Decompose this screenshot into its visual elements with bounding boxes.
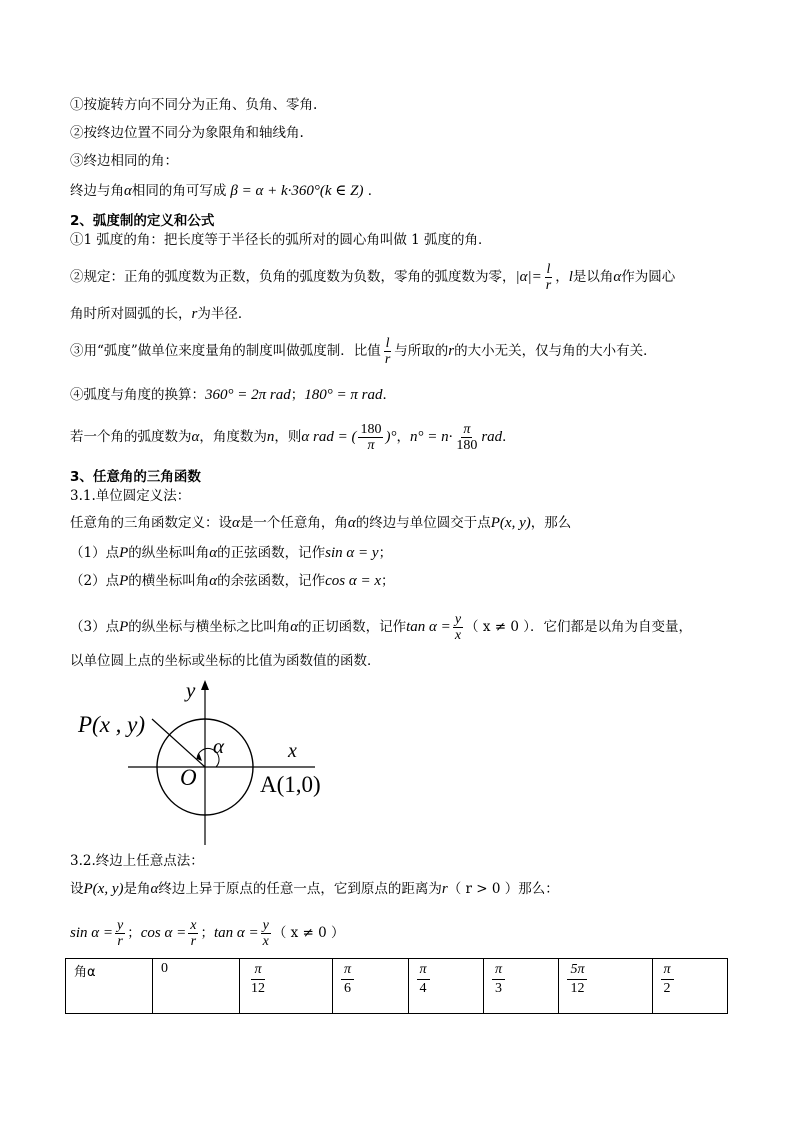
text: ，角度数为 — [199, 429, 267, 445]
math: P — [119, 619, 129, 635]
text: （3）点 — [70, 619, 120, 635]
formula: rad — [481, 429, 503, 445]
math: r — [441, 881, 448, 897]
text: 若一个角的弧度数为 — [70, 429, 192, 445]
math: α — [613, 269, 622, 285]
label-P: P(x , y) — [78, 712, 146, 737]
formula: sin α = — [70, 925, 114, 941]
math: P(x, y) — [83, 881, 124, 897]
text: ④弧度与角度的换算： — [70, 387, 205, 403]
text-line — [70, 572, 395, 590]
label-origin: O — [180, 765, 197, 790]
math: α — [191, 429, 200, 445]
formula: n° = n· — [409, 429, 453, 445]
table-cell: $\frac{\pi}{3}$ — [483, 959, 558, 1014]
text: ． — [382, 387, 396, 403]
math: α — [209, 573, 218, 589]
unit-circle-figure — [70, 675, 350, 845]
text-line — [70, 544, 392, 562]
text-line — [70, 386, 396, 404]
math: α — [209, 545, 218, 561]
formula: 360° = 2π rad — [205, 387, 291, 403]
math: |α|= — [515, 269, 542, 285]
label-x-axis: x — [288, 740, 297, 762]
table-cell: $\frac{\pi}{4}$ — [408, 959, 483, 1014]
math: α — [232, 515, 240, 531]
math: r — [191, 306, 198, 322]
text: ； — [290, 387, 305, 403]
math: l — [568, 269, 573, 285]
math: P — [119, 545, 129, 561]
fraction: $\frac{l}{r}$ — [545, 262, 552, 293]
formula: α rad = ( — [301, 429, 357, 445]
text-line: ③终边相同的角： — [70, 153, 178, 169]
text-line — [70, 880, 559, 898]
subsection-heading: 3.1.单位圆定义法： — [70, 488, 191, 504]
formula: )° — [385, 429, 397, 445]
math: r — [448, 343, 455, 359]
text: 的正切函数，记作 — [298, 619, 407, 635]
text: 角时所对圆弧的长， — [70, 306, 192, 322]
formula: cos α = x — [325, 573, 382, 589]
text: 的纵坐标与横坐标之比叫角 — [128, 619, 291, 635]
text-line — [70, 514, 571, 532]
subsection-heading: 3.2.终边上任意点法： — [70, 853, 204, 869]
text: 的横坐标叫角 — [128, 573, 210, 589]
text: （ r > 0 ）那么： — [447, 881, 559, 897]
section-heading: 2、弧度制的定义和公式 — [70, 213, 215, 229]
text: 的纵坐标叫角 — [128, 545, 210, 561]
text: ③用“弧度”做单位来度量角的制度叫做弧度制．比值 — [70, 343, 381, 359]
label-A: A(1,0) — [260, 772, 321, 797]
text: 是角 — [123, 881, 151, 897]
label-angle: α — [213, 734, 225, 758]
fraction: $\frac{y}{r}$ — [117, 918, 124, 949]
text: ②规定：正角的弧度数为正数，负角的弧度数为负数，零角的弧度数为零， — [70, 269, 516, 285]
math: α — [290, 619, 299, 635]
formula: 180° = π rad — [304, 387, 383, 403]
text: 相同的角可写成 — [131, 183, 227, 199]
text: 与所取的 — [394, 343, 449, 359]
formula: tan α = — [406, 619, 451, 635]
text: （ x ≠ 0 ） — [272, 925, 345, 941]
table-header-cell: 角α — [66, 959, 153, 1014]
formula: tan α = — [213, 925, 259, 941]
text-line: ②规定：正角的弧度数为正数，负角的弧度数为负数，零角的弧度数为零，|α|= $\frac{l}{r}$ ，l是以角α作为圆心 — [70, 262, 676, 293]
math: P(x, y) — [490, 515, 531, 531]
text: 的正弦函数，记作 — [217, 545, 326, 561]
section-heading: 3、任意角的三角函数 — [70, 469, 201, 485]
text: ． — [502, 429, 516, 445]
text-line: 以单位圆上点的坐标或坐标的比值为函数值的函数． — [70, 653, 381, 669]
text: ； — [378, 545, 393, 561]
text-line: ②按终边位置不同分为象限角和轴线角. — [70, 125, 304, 141]
text: 的余弦函数，记作 — [217, 573, 326, 589]
math: α — [150, 881, 159, 897]
math: n — [266, 429, 275, 445]
text: 的大小无关，仅与角的大小有关． — [454, 343, 657, 359]
text: 终边与角 — [70, 183, 124, 199]
text: ； — [381, 573, 395, 589]
text: ．它们都是以角为自变量， — [529, 619, 692, 635]
text: 终边上异于原点的任意一点，它到原点的距离为 — [158, 881, 442, 897]
text: ； — [200, 925, 214, 941]
text-line — [70, 612, 692, 643]
text: ，那么 — [530, 515, 572, 531]
fraction: $\frac{x}{r}$ — [190, 918, 197, 949]
text-line — [70, 918, 345, 949]
table-cell: 0 — [153, 959, 240, 1014]
math: P — [119, 573, 129, 589]
math: α — [347, 515, 356, 531]
text: （1）点 — [70, 545, 120, 561]
fraction: $\frac{y}{x}$ — [262, 918, 269, 949]
y-axis-arrow-icon — [201, 680, 209, 690]
text: ，则 — [274, 429, 302, 445]
text-line — [70, 422, 516, 453]
table-cell: $\frac{\pi}{12}$ — [240, 959, 333, 1014]
text-line: ①1 弧度的角：把长度等于半径长的弧所对的圆心角叫做 1 弧度的角． — [70, 232, 492, 248]
text: 的终边与单位圆交于点 — [355, 515, 491, 531]
fraction: $\frac{\pi}{180}$ — [456, 422, 478, 453]
text-line — [70, 336, 657, 367]
fraction: $\frac{l}{r}$ — [384, 336, 391, 367]
text-line: ①按旋转方向不同分为正角、负角、零角. — [70, 97, 318, 113]
formula: β = α + k·360°(k ∈ Z) — [230, 183, 364, 199]
special-angles-table — [65, 958, 728, 1014]
fraction: $\frac{y}{x}$ — [454, 612, 462, 643]
table-cell: $\frac{\pi}{2}$ — [652, 959, 728, 1014]
text: 为半径． — [197, 306, 252, 322]
text: 是一个任意角，角 — [239, 515, 348, 531]
text: ， — [396, 429, 410, 445]
text-line — [70, 305, 251, 323]
table-cell: $\frac{5\pi}{12}$ — [559, 959, 652, 1014]
text: 作为圆心 — [621, 269, 676, 285]
table-row — [66, 959, 728, 1014]
table-cell: $\frac{\pi}{6}$ — [333, 959, 408, 1014]
label-y-axis: y — [186, 678, 196, 702]
text-line: 终边与角α相同的角可写成 β = α + k·360°(k ∈ Z) ． — [70, 183, 382, 199]
formula: cos α = — [140, 925, 187, 941]
text: 任意角的三角函数定义：设 — [70, 515, 232, 531]
fraction: $\frac{180}{\pi}$ — [360, 422, 382, 453]
text: （2）点 — [70, 573, 120, 589]
text: 设 — [70, 881, 84, 897]
text: ； — [127, 925, 141, 941]
text: 是以角 — [572, 269, 614, 285]
formula: sin α = y — [325, 545, 379, 561]
math: α — [124, 183, 132, 199]
text: （ x ≠ 0 ） — [465, 619, 530, 635]
